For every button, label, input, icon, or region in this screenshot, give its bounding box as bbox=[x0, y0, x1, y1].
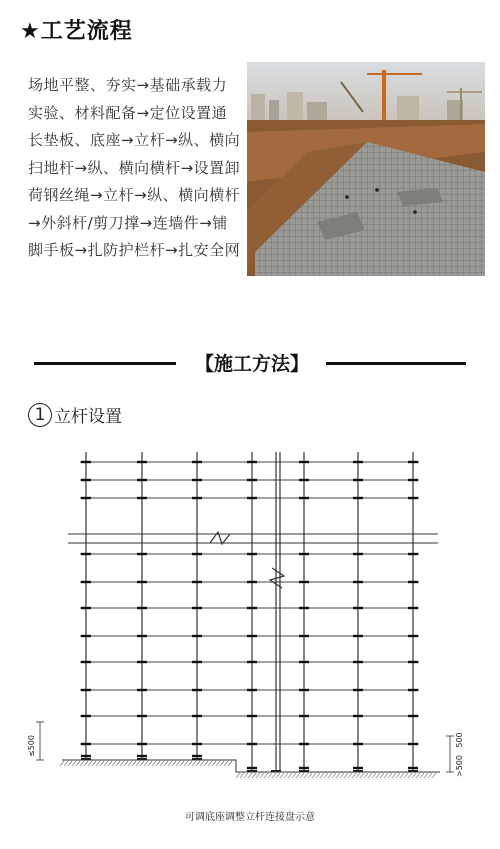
hatch-mark bbox=[324, 773, 328, 778]
hatch-mark bbox=[196, 761, 200, 766]
hatch-mark bbox=[420, 773, 424, 778]
hatch-mark bbox=[160, 761, 164, 766]
hatch-mark bbox=[260, 773, 264, 778]
hatch-mark bbox=[280, 773, 284, 778]
hatch-mark bbox=[368, 773, 372, 778]
hatch-mark bbox=[388, 773, 392, 778]
hatch-mark bbox=[432, 773, 436, 778]
hatch-mark bbox=[284, 773, 288, 778]
step-number: 1 bbox=[28, 403, 52, 427]
hatch-mark bbox=[384, 773, 388, 778]
hatch-mark bbox=[228, 761, 232, 766]
hatch-mark bbox=[416, 773, 420, 778]
hatch-mark bbox=[352, 773, 356, 778]
hatch-mark bbox=[340, 773, 344, 778]
hatch-mark bbox=[188, 761, 192, 766]
hatch-mark bbox=[248, 773, 252, 778]
hatch-mark bbox=[156, 761, 160, 766]
hatch-mark bbox=[372, 773, 376, 778]
hatch-mark bbox=[412, 773, 416, 778]
hatch-mark bbox=[300, 773, 304, 778]
hatch-mark bbox=[68, 761, 72, 766]
hatch-mark bbox=[136, 761, 140, 766]
hatch-mark bbox=[328, 773, 332, 778]
hatch-mark bbox=[132, 761, 136, 766]
hatch-mark bbox=[76, 761, 80, 766]
ledger-lines bbox=[80, 462, 419, 744]
dim-left-label: ≤500 bbox=[27, 735, 36, 757]
hatch-mark bbox=[264, 773, 268, 778]
hatch-mark bbox=[304, 773, 308, 778]
hatch-mark bbox=[60, 761, 64, 766]
hatch-mark bbox=[256, 773, 260, 778]
hatch-mark bbox=[316, 773, 320, 778]
section-heading bbox=[34, 348, 466, 378]
hatch-mark bbox=[204, 761, 208, 766]
step-label: 立杆设置 bbox=[54, 407, 122, 427]
hatch-mark bbox=[364, 773, 368, 778]
page-title: ★工艺流程 bbox=[20, 19, 133, 44]
dim-right-label-1: >500 bbox=[455, 755, 464, 777]
hatch-mark bbox=[100, 761, 104, 766]
hatch-mark bbox=[272, 773, 276, 778]
hatch-mark bbox=[224, 761, 228, 766]
hatch-mark bbox=[348, 773, 352, 778]
section-rule-left bbox=[34, 362, 176, 365]
hatch-mark bbox=[244, 773, 248, 778]
hatch-mark bbox=[140, 761, 144, 766]
step-heading bbox=[28, 402, 122, 427]
hatch-mark bbox=[404, 773, 408, 778]
hatch-mark bbox=[200, 761, 204, 766]
hatch-mark bbox=[428, 773, 432, 778]
hatch-mark bbox=[400, 773, 404, 778]
hatch-mark bbox=[216, 761, 220, 766]
hatch-mark bbox=[128, 761, 132, 766]
standards bbox=[81, 452, 418, 772]
hatch-mark bbox=[108, 761, 112, 766]
hatch-mark bbox=[84, 761, 88, 766]
ground-hatch bbox=[60, 761, 436, 778]
hatch-mark bbox=[176, 761, 180, 766]
hatch-mark bbox=[80, 761, 84, 766]
hatch-mark bbox=[376, 773, 380, 778]
hatch-mark bbox=[152, 761, 156, 766]
hatch-mark bbox=[212, 761, 216, 766]
dim-right-label-2: 500 bbox=[455, 732, 464, 748]
hatch-mark bbox=[96, 761, 100, 766]
hatch-mark bbox=[320, 773, 324, 778]
hatch-mark bbox=[292, 773, 296, 778]
hatch-mark bbox=[180, 761, 184, 766]
hatch-mark bbox=[208, 761, 212, 766]
hatch-mark bbox=[288, 773, 292, 778]
hatch-mark bbox=[236, 773, 240, 778]
hatch-mark bbox=[312, 773, 316, 778]
hatch-mark bbox=[240, 773, 244, 778]
hatch-mark bbox=[112, 761, 116, 766]
hatch-mark bbox=[116, 761, 120, 766]
hatch-mark bbox=[344, 773, 348, 778]
hatch-mark bbox=[332, 773, 336, 778]
rosette-ticks bbox=[81, 462, 418, 768]
process-text: 场地平整、夯实→基础承载力实验、材料配备→定位设置通长垫板、底座→立杆→纵、横向扫地杆→纵、横向横杆→设置卸荷钢丝绳→立杆→纵、横向横杆→外斜杆/剪刀撑→连墙件→铺脚手板→扎防护栏杆→扎安全网 bbox=[28, 76, 241, 259]
hatch-mark bbox=[296, 773, 300, 778]
hatch-mark bbox=[72, 761, 76, 766]
hatch-mark bbox=[408, 773, 412, 778]
hatch-mark bbox=[120, 761, 124, 766]
hatch-mark bbox=[360, 773, 364, 778]
hatch-mark bbox=[276, 773, 280, 778]
hatch-mark bbox=[88, 761, 92, 766]
pole-layout-diagram bbox=[0, 440, 500, 800]
hatch-mark bbox=[148, 761, 152, 766]
hatch-mark bbox=[168, 761, 172, 766]
hatch-mark bbox=[396, 773, 400, 778]
section-rule-right bbox=[326, 362, 466, 365]
section-label: 【施工方法】 bbox=[194, 353, 309, 375]
hatch-mark bbox=[268, 773, 272, 778]
hatch-mark bbox=[164, 761, 168, 766]
construction-site-photo bbox=[247, 62, 485, 276]
hatch-mark bbox=[356, 773, 360, 778]
hatch-mark bbox=[424, 773, 428, 778]
hatch-mark bbox=[144, 761, 148, 766]
break-symbol-vertical bbox=[270, 568, 284, 588]
diagram-caption: 可调底座调整立杆连接盘示意 bbox=[185, 812, 315, 823]
hatch-mark bbox=[172, 761, 176, 766]
hatch-mark bbox=[336, 773, 340, 778]
hatch-mark bbox=[104, 761, 108, 766]
hatch-mark bbox=[64, 761, 68, 766]
hatch-mark bbox=[308, 773, 312, 778]
hatch-mark bbox=[392, 773, 396, 778]
hatch-mark bbox=[252, 773, 256, 778]
hatch-mark bbox=[380, 773, 384, 778]
hatch-mark bbox=[220, 761, 224, 766]
hatch-mark bbox=[184, 761, 188, 766]
hatch-mark bbox=[124, 761, 128, 766]
hatch-mark bbox=[192, 761, 196, 766]
hatch-mark bbox=[92, 761, 96, 766]
